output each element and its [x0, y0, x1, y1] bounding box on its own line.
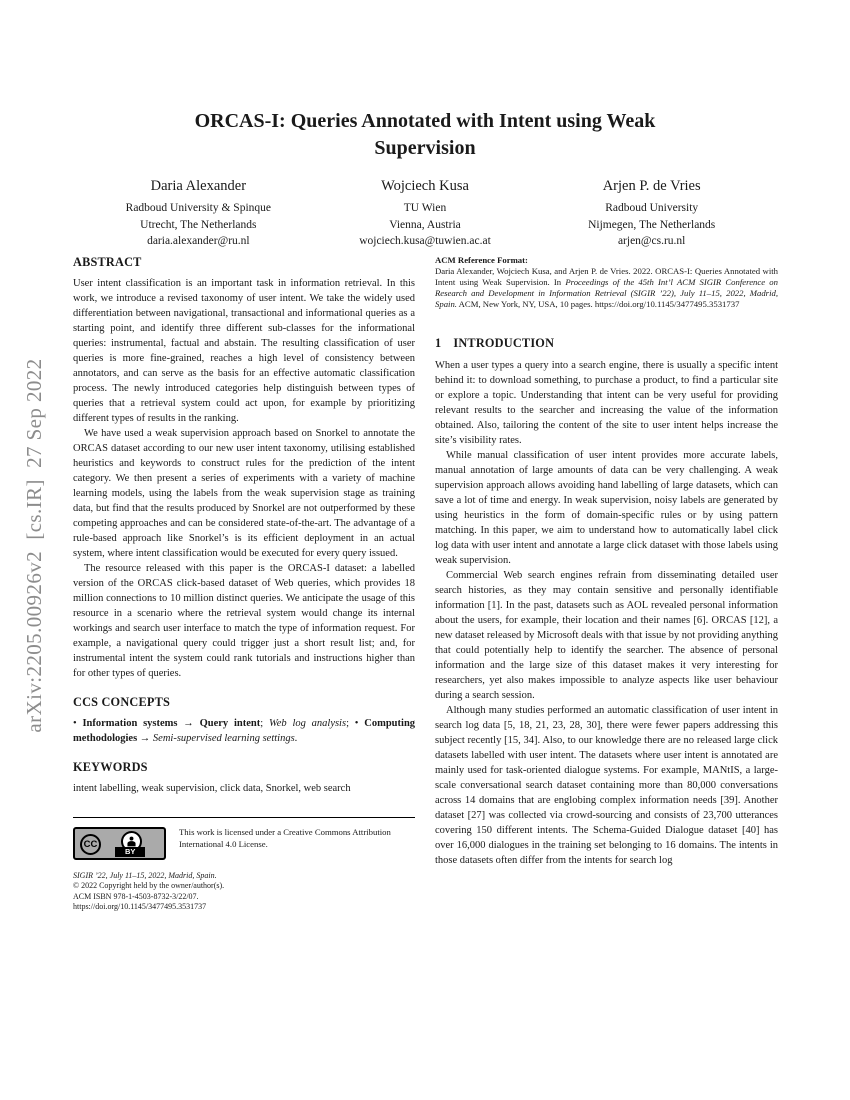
license-block — [73, 827, 415, 860]
ccs-concept: Computing methodologies — [73, 718, 416, 744]
right-column — [435, 255, 778, 868]
author-name: Arjen P. de Vries — [602, 178, 701, 194]
ccs-subconcept: Semi-supervised learning settings — [152, 733, 295, 744]
ccs-concept: Information systems — [82, 718, 178, 729]
arxiv-stamp: arXiv:2205.00926v2 [cs.IR] 27 Sep 2022 — [22, 358, 46, 733]
footnote-block — [73, 871, 415, 913]
footnote-isbn: ACM ISBN 978-1-4503-8732-3/22/07. — [73, 891, 199, 901]
ccs-subconcept: Query intent — [199, 718, 261, 729]
abstract-heading: ABSTRACT — [73, 255, 142, 269]
paper-title: ORCAS-I: Queries Annotated with Intent using Weak Supervision — [194, 110, 656, 159]
ccs-text — [73, 716, 415, 746]
ccs-arrow: → — [177, 718, 200, 729]
ccs-separator: ; • — [346, 718, 365, 729]
author-affiliation: Radboud University — [605, 202, 699, 214]
acm-reference-part: Daria Alexander, Wojciech Kusa, and Arjen P. de Vries. 2022. ORCAS-I: Queries Annotated with Intent using Weak Supervision. In — [435, 266, 778, 287]
cc-by-badge[interactable] — [73, 827, 166, 860]
cc-icon: CC — [80, 834, 101, 855]
author-affiliation: Radboud University & Spinque — [125, 202, 271, 214]
author-email: daria.alexander@ru.nl — [147, 235, 250, 247]
keywords-heading: KEYWORDS — [73, 760, 148, 774]
author-name: Daria Alexander — [150, 178, 247, 194]
author-block — [85, 178, 312, 250]
section-heading-introduction — [435, 336, 778, 351]
ccs-subconcept: Web log analysis — [268, 718, 347, 729]
acm-reference-text — [435, 266, 778, 310]
abstract-paragraph: The resource released with this paper is the ORCAS-I dataset: a labelled version of the ORCAS click-based dataset of Web queries, which provides 18 million connections to 10 million distinct queries. We anticipate the usage of this resource in a scenario where the retrieval system would change its internal workings and search user interface to match the type of information request. For example, a navigational query could trigger just a short result list; and, for instrumental intent the system could rank tutorials and instructions higher than for other types of queries. — [73, 563, 415, 679]
ccs-bullet: • — [73, 718, 83, 729]
author-location: Nijmegen, The Netherlands — [588, 218, 716, 231]
author-email: arjen@cs.ru.nl — [617, 235, 686, 247]
abstract-paragraph: User intent classification is an important task in information retrieval. In this work, we introduce a revised taxonomy of user intent. We take the widely used differentiation between navigational, transactional and informational queries as a starting point, and identify three different sub-classes for the informational queries: instrumental, factual and abstain. The resulting classification of user queries is more fine-grained, reaches a high level of consistency between annotators, and can serve as the basis for an effective automatic classification process. The newly introduced categories help distinguish between types of queries that a retrieval system could act upon, for example by prioritizing different types of results in the ranking. — [73, 278, 415, 424]
author-block — [538, 178, 765, 250]
author-block — [312, 178, 539, 250]
intro-paragraph: Commercial Web search engines refrain from disseminating detailed user search histories, as they may contain sensitive and personally identifiable information [1]. In the past, datasets such as AOL revealed personal information about the users, for example, their location and their names [6]. ORCAS [12], a new dataset released by Microsoft deals with that issue by not providing anything that could potentially help to identify the searcher. The absence of personal information and the large size of this dataset makes it very interesting for researchers, yet also makes impossible to analyze aspects like user behaviour during a search session. — [435, 570, 778, 701]
keywords-text: intent labelling, weak supervision, click data, Snorkel, web search — [73, 783, 351, 794]
license-text: This work is licensed under a Creative Commons Attribution International 4.0 License. — [179, 827, 391, 849]
footnote-doi-link[interactable]: https://doi.org/10.1145/3477495.3531737 — [73, 902, 207, 912]
author-email: wojciech.kusa@tuwien.ac.at — [359, 235, 491, 247]
section-title: INTRODUCTION — [453, 336, 555, 350]
ccs-arrow: → — [137, 733, 153, 744]
footer-divider — [73, 817, 415, 818]
author-list — [85, 178, 765, 250]
intro-paragraph: Although many studies performed an automatic classification of user intent in search log data [5, 18, 21, 23, 28, 30], there were fewer papers addressing this subject recently [15, 34]. Also, to our knowledge there are no released large click datasets labelled with user intent. The datasets where user intent is annotated are mainly used for task-oriented dialogue systems. For example, MANtIS, a large-scale conversational search dataset containing more than 80,000 conversations across 14 domains that are englobing complex information needs [39]. Another dataset [27] was collected via crowd-sourcing and consists of 23,700 utterances covering 150 different intents. The Schema-Guided Dialogue dataset [40] has over 16,000 dialogues in the training set belonging to 16 domains. The intents in those datasets often differ from the intents for search log — [435, 705, 778, 866]
footnote-venue: SIGIR ’22, July 11–15, 2022, Madrid, Spain. — [73, 871, 217, 880]
intro-paragraph: When a user types a query into a search engine, there is usually a specific intent behind it: to download something, to purchase a product, to find a particular site or explore a topic. Understanding that intent can be very useful for providing relevant results to the searcher and increasing the value of the information obtained. Also, tailoring the content of the site to user intent helps increase the site’s visibility rates. — [435, 360, 778, 446]
author-name: Wojciech Kusa — [381, 178, 469, 194]
acm-reference-proceedings: Proceedings of the 45th Int’l ACM SIGIR Conference on Research and Development in Information Retrieval (SIGIR ’22), July 11–15, 2022, Madrid, Spain. — [435, 277, 778, 309]
left-column — [73, 255, 415, 913]
author-affiliation: TU Wien — [403, 202, 447, 214]
abstract-paragraph: We have used a weak supervision approach based on Snorkel to annotate the ORCAS dataset according to our new user intent taxonomy, utilising established heuristics and keywords to construct rules for the prediction of the intent category. We then present a series of experiments with a variety of machine learning models, using the labels from the weak supervision stage as training data, but find that the results produced by Snorkel are not outperformed by these competing approaches and can be considered state-of-the-art. The advantage of a rule-based approach like Snorkel’s is its efficient deployment in an actual system, where intent classification would be executed for every query issued. — [73, 428, 415, 559]
acm-reference-doi-link[interactable]: ACM, New York, NY, USA, 10 pages. https://doi.org/10.1145/3477495.3531737 — [456, 299, 740, 309]
footnote-copyright: © 2022 Copyright held by the owner/author(s). — [73, 881, 225, 891]
ccs-heading: CCS CONCEPTS — [73, 695, 171, 709]
author-location: Vienna, Austria — [389, 218, 461, 231]
ccs-separator: ; — [260, 718, 269, 729]
acm-reference-heading: ACM Reference Format: — [435, 255, 528, 265]
author-location: Utrecht, The Netherlands — [140, 218, 257, 231]
cc-by-label: BY — [115, 847, 145, 857]
ccs-period: . — [294, 733, 298, 744]
section-number: 1 — [435, 336, 442, 350]
intro-paragraph: While manual classification of user intent provides more accurate labels, manual annotation of large amounts of data can be very challenging. A weak supervision approach allows avoiding hand labelling of large datasets, which can save a lot of time and energy. In weak supervision, noisy labels are generated by using heuristics in the form of domain-specific rules or by using pattern matching. In this paper, we aim to understand how to automatically label click log data with user intent and annotate a large click dataset with those labels using weak supervision. — [435, 450, 778, 566]
